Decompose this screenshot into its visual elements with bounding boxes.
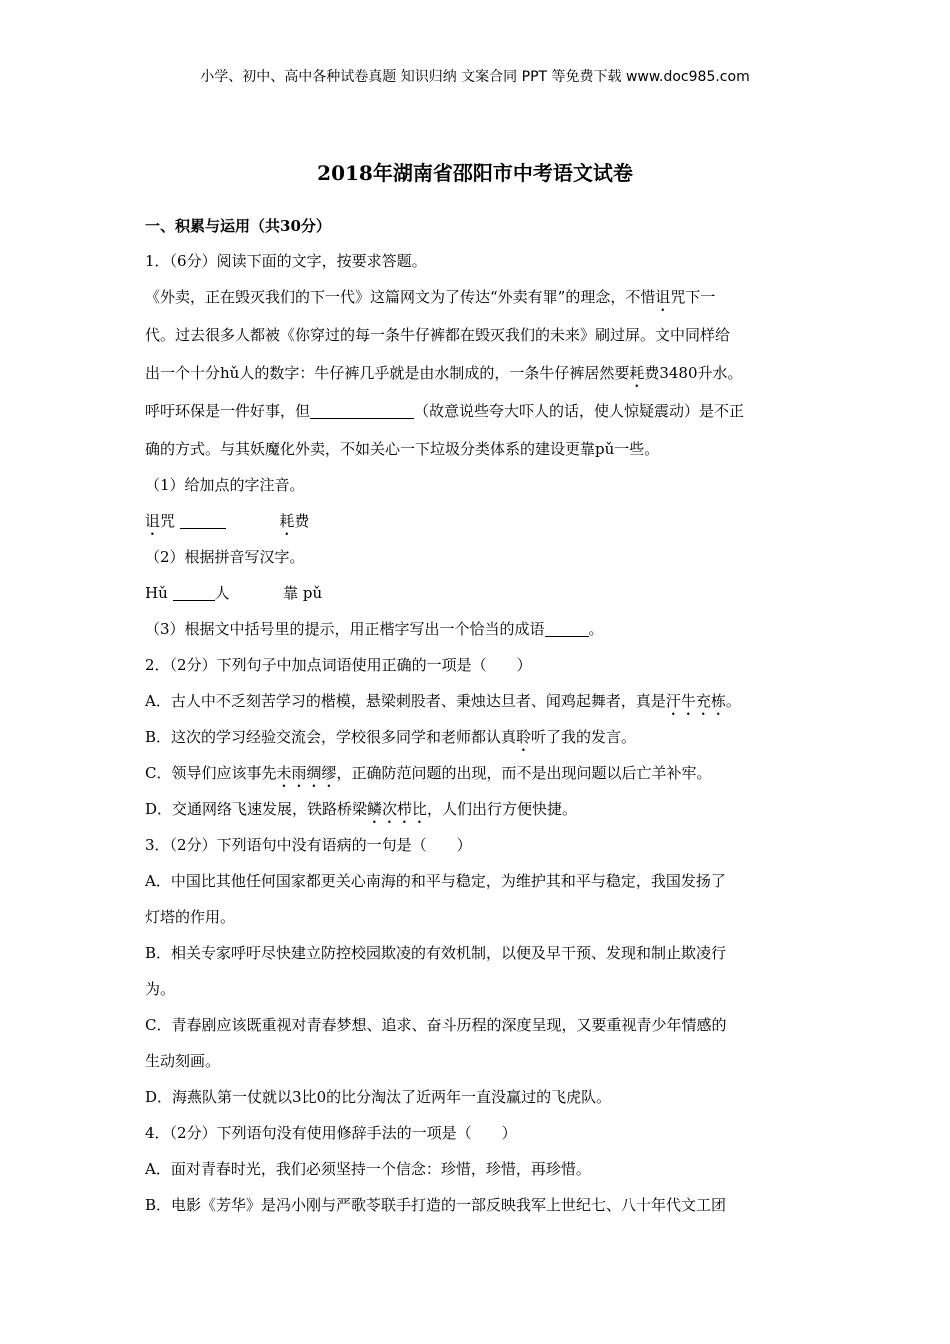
page-header: 小学、初中、高中各种试卷真题 知识归纳 文案合同 PPT 等免费下载 www.doc985.com xyxy=(200,69,750,85)
option-b: B．相关专家呼吁尽快建立防控校园欺凌的有效机制，以便及早干预、发现和制止欺凌行 xyxy=(145,944,727,962)
option-c: C．青春剧应该既重视对青春梦想、追求、奋斗历程的深度呈现，又要重视青少年情感的 xyxy=(145,1016,727,1034)
dotted-char: 耗 xyxy=(629,364,645,382)
sub-question: （3）根据文中括号里的提示，用正楷字写出一个恰当的成语 。 xyxy=(145,620,604,638)
question-3-stem: 3．（2分）下列语句中没有语病的一句是（ ） xyxy=(145,836,472,854)
passage-line: 出一个十分hǔ人的数字：牛仔裤几乎就是由水制成的，一条牛仔裤居然要耗费3480升水。 xyxy=(145,364,743,382)
answer-blank[interactable] xyxy=(310,400,414,419)
option-d: D．海燕队第一仗就以3比0的比分淘汰了近两年一直没赢过的飞虎队。 xyxy=(145,1088,612,1106)
section-heading: 一、积累与运用（共30分） xyxy=(145,217,331,235)
sub-question-answers: Hǔ 人 靠 pǔ xyxy=(145,584,323,602)
question-1-stem: 1．（6分）阅读下面的文字，按要求答题。 xyxy=(145,252,427,270)
exam-content xyxy=(145,208,825,1223)
dotted-char: 诅 xyxy=(655,288,671,306)
passage-line: 呼吁环保是一件好事，但 （故意说些夸大吓人的话，使人惊疑震动）是不正 xyxy=(145,402,745,420)
page-title: 2018年湖南省邵阳市中考语文试卷 xyxy=(317,161,633,185)
sub-question-answers: 诅咒 耗费 xyxy=(145,512,310,530)
answer-blank[interactable] xyxy=(180,510,226,529)
passage-line: 确的方式。与其妖魔化外卖，不如关心一下垃圾分类体系的建设更靠pǔ一些。 xyxy=(145,440,660,458)
option-c: C．领导们应该事先未雨绸缪，正确防范问题的出现，而不是出现问题以后亡羊补牢。 xyxy=(145,764,712,782)
sub-question: （2）根据拼音写汉字。 xyxy=(145,548,305,566)
option-a: A．中国比其他任何国家都更关心南海的和平与稳定，为维护其和平与稳定，我国发扬了 xyxy=(145,872,726,890)
option-d: D．交通网络飞速发展，铁路桥梁鳞次栉比，人们出行方便快捷。 xyxy=(145,800,578,818)
option-a-cont: 灯塔的作用。 xyxy=(145,908,236,926)
question-2-stem: 2．（2分）下列句子中加点词语使用正确的一项是（ ） xyxy=(145,656,532,674)
question-4-stem: 4．（2分）下列语句没有使用修辞手法的一项是（ ） xyxy=(145,1124,517,1142)
sub-question: （1）给加点的字注音。 xyxy=(145,476,305,494)
passage-line: 代。过去很多人都被《你穿过的每一条牛仔裤都在毁灭我们的未来》刷过屏。文中同样给 xyxy=(145,326,731,344)
option-b-cont: 为。 xyxy=(145,980,176,998)
option-a: A．面对青春时光，我们必须坚持一个信念：珍惜，珍惜，再珍惜。 xyxy=(145,1160,591,1178)
option-a: A．古人中不乏刻苦学习的楷模，悬梁刺股者、秉烛达旦者、闻鸡起舞者，真是汗牛充栋。 xyxy=(145,692,741,710)
passage-line: 《外卖，正在毁灭我们的下一代》这篇网文为了传达“外卖有罪”的理念，不惜诅咒下一 xyxy=(145,288,716,306)
answer-blank[interactable] xyxy=(173,582,215,601)
option-b: B．电影《芳华》是冯小刚与严歌苓联手打造的一部反映我军上世纪七、八十年代文工团 xyxy=(145,1196,727,1214)
option-b: B．这次的学习经验交流会，学校很多同学和老师都认真聆听了我的发言。 xyxy=(145,728,637,746)
answer-blank[interactable] xyxy=(545,618,589,637)
option-c-cont: 生动刻画。 xyxy=(145,1052,221,1070)
